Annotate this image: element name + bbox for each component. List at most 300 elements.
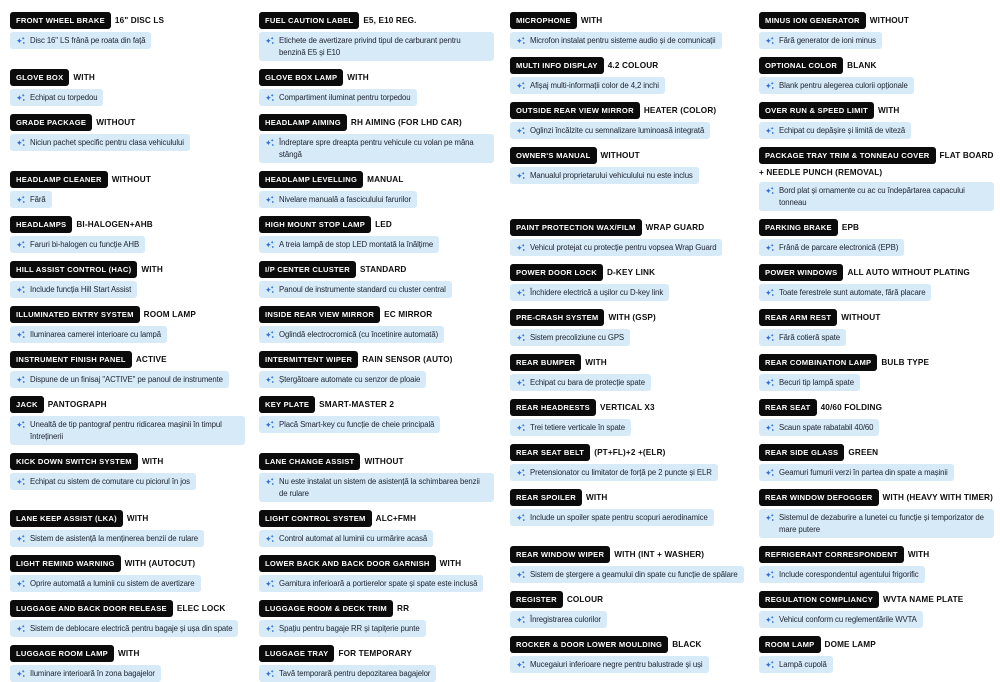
- feature-name-chip: GRADE PACKAGE: [10, 114, 92, 131]
- feature-description-text: Compartiment iluminat pentru torpedou: [279, 92, 411, 102]
- feature-description-text: Sistem de ștergere a geamului din spate cu funcție de spălare: [530, 569, 738, 579]
- feature-description-text: Afișaj multi-informații color de 4,2 inchi: [530, 80, 659, 90]
- feature-header: [10, 555, 245, 572]
- feature-description-text: Trei tetiere verticale în spate: [530, 422, 625, 432]
- feature-header: [10, 12, 245, 29]
- feature-item: [259, 306, 494, 343]
- feature-description-text: Becuri tip lampă spate: [779, 377, 854, 387]
- feature-description: [10, 371, 229, 388]
- feature-description: [10, 530, 204, 547]
- feature-value: BULB TYPE: [881, 358, 930, 367]
- feature-item: [510, 309, 745, 346]
- sparkles-icon: [516, 660, 526, 670]
- feature-header: [10, 453, 245, 470]
- feature-header: [510, 12, 745, 29]
- feature-value: WITH: [141, 265, 163, 274]
- feature-header: [510, 489, 745, 506]
- feature-item: [259, 171, 494, 208]
- feature-description-text: Ștergătoare automate cu senzor de ploaie: [279, 374, 421, 384]
- feature-value: ROOM LAMP: [143, 310, 196, 319]
- feature-description: [259, 134, 494, 163]
- feature-description-text: Etichete de avertizare privind tipul de carburant pentru benzină E5 și E10: [279, 35, 461, 57]
- feature-item: [10, 261, 245, 298]
- feature-value: BLACK: [672, 640, 702, 649]
- feature-item: [759, 546, 994, 583]
- feature-value: SMART-MASTER 2: [319, 400, 395, 409]
- feature-item: [759, 636, 994, 673]
- feature-description: [10, 575, 201, 592]
- feature-name-chip: LOWER BACK AND BACK DOOR GARNISH: [259, 555, 436, 572]
- feature-item: [759, 147, 994, 211]
- feature-name-chip: KEY PLATE: [259, 396, 315, 413]
- feature-item: [759, 399, 994, 436]
- feature-item: [259, 555, 494, 592]
- feature-header: [510, 219, 745, 236]
- feature-name-chip: REGULATION COMPLIANCY: [759, 591, 879, 608]
- feature-item: [10, 396, 245, 445]
- feature-item: [759, 354, 994, 391]
- sparkles-icon: [265, 579, 275, 589]
- feature-item: [510, 12, 745, 49]
- feature-description: [259, 281, 452, 298]
- feature-description: [759, 656, 833, 673]
- feature-description-text: Sistem precoliziune cu GPS: [530, 332, 625, 342]
- feature-value: E5, E10 REG.: [363, 16, 417, 25]
- feature-name-chip: KICK DOWN SWITCH SYSTEM: [10, 453, 138, 470]
- feature-description-text: Sistem de asistență la menținerea benzii de rulare: [30, 533, 198, 543]
- sparkles-icon: [265, 93, 275, 103]
- feature-item: [10, 114, 245, 151]
- feature-description: [510, 122, 710, 139]
- feature-name-chip: HEADLAMPS: [10, 216, 72, 233]
- feature-header: [759, 12, 994, 29]
- feature-name-chip: POWER WINDOWS: [759, 264, 843, 281]
- sparkles-icon: [16, 624, 26, 634]
- feature-name-chip: HIGH MOUNT STOP LAMP: [259, 216, 371, 233]
- feature-description-text: Spațiu pentru bagaje RR și tapițerie punte: [279, 623, 420, 633]
- feature-description: [259, 371, 426, 388]
- feature-description: [10, 326, 167, 343]
- sparkles-icon: [265, 534, 275, 544]
- sparkles-icon: [765, 660, 775, 670]
- feature-item: [259, 114, 494, 163]
- sparkles-icon: [516, 378, 526, 388]
- feature-value: WITH: [439, 559, 462, 568]
- feature-value: WITH (AUTOCUT): [124, 559, 196, 568]
- feature-item: [759, 102, 994, 139]
- feature-name-chip: FUEL CAUTION LABEL: [259, 12, 359, 29]
- feature-description: [759, 32, 882, 49]
- feature-name-chip: FRONT WHEEL BRAKE: [10, 12, 111, 29]
- feature-value: FOR TEMPORARY: [338, 649, 412, 658]
- feature-item: [10, 69, 245, 106]
- sparkles-icon: [265, 477, 275, 487]
- feature-value: ALC+FMH: [375, 514, 417, 523]
- feature-description: [259, 416, 440, 433]
- feature-item: [259, 69, 494, 106]
- feature-header: [759, 444, 994, 461]
- feature-name-chip: REAR WINDOW WIPER: [510, 546, 610, 563]
- feature-description: [759, 374, 860, 391]
- feature-value: WITHOUT: [111, 175, 151, 184]
- sparkles-icon: [265, 138, 275, 148]
- feature-description-text: Vehicul protejat cu protecție pentru vopsea Wrap Guard: [530, 242, 717, 252]
- feature-description-text: Sistem de deblocare electrică pentru bagaje și ușa din spate: [30, 623, 233, 633]
- feature-header: [259, 351, 494, 368]
- feature-item: [759, 591, 994, 628]
- sparkles-icon: [765, 126, 775, 136]
- sparkles-icon: [265, 240, 275, 250]
- feature-item: [259, 453, 494, 502]
- feature-value: ACTIVE: [135, 355, 167, 364]
- feature-description-text: Toate ferestrele sunt automate, fără placare: [779, 287, 926, 297]
- feature-header: [259, 396, 494, 413]
- sparkles-icon: [265, 195, 275, 205]
- sparkles-icon: [265, 624, 275, 634]
- feature-item: [510, 354, 745, 391]
- sparkles-icon: [16, 138, 26, 148]
- feature-name-chip: LUGGAGE TRAY: [259, 645, 334, 662]
- feature-name-chip: ROCKER & DOOR LOWER MOULDING: [510, 636, 668, 653]
- sparkles-icon: [265, 330, 275, 340]
- sparkles-icon: [765, 288, 775, 298]
- sparkles-icon: [16, 579, 26, 589]
- sparkles-icon: [16, 375, 26, 385]
- feature-description: [759, 509, 994, 538]
- feature-item: [759, 489, 994, 538]
- feature-header: [10, 645, 245, 662]
- feature-name-chip: REAR BUMPER: [510, 354, 581, 371]
- feature-value: EC MIRROR: [384, 310, 433, 319]
- feature-header: [10, 261, 245, 278]
- feature-value: WITH: [118, 649, 140, 658]
- feature-value: WRAP GUARD: [645, 223, 705, 232]
- feature-item: [510, 399, 745, 436]
- feature-description-text: Panoul de instrumente standard cu cluster central: [279, 284, 446, 294]
- feature-description: [10, 620, 238, 637]
- feature-description-text: Înregistrarea culorilor: [530, 614, 601, 624]
- sparkles-icon: [16, 240, 26, 250]
- feature-value: RR: [397, 604, 410, 613]
- feature-description: [759, 566, 925, 583]
- feature-description: [10, 236, 145, 253]
- feature-name-chip: REAR SIDE GLASS: [759, 444, 844, 461]
- feature-header: [10, 69, 245, 86]
- spec-grid-right: [510, 12, 994, 682]
- feature-description: [259, 236, 439, 253]
- feature-value: GREEN: [848, 448, 879, 457]
- feature-header: [10, 216, 245, 233]
- feature-value: WITHOUT: [364, 457, 404, 466]
- feature-item: [259, 510, 494, 547]
- sparkles-icon: [16, 330, 26, 340]
- feature-value: WITH: [126, 514, 149, 523]
- feature-description: [259, 620, 426, 637]
- sparkles-icon: [765, 36, 775, 46]
- feature-value: MANUAL: [367, 175, 404, 184]
- feature-header: [259, 171, 494, 188]
- feature-header: [510, 546, 745, 563]
- feature-header: [759, 57, 994, 74]
- feature-description-text: Oglinzi încălzite cu semnalizare luminoasă integrată: [530, 125, 705, 135]
- feature-item: [510, 591, 745, 628]
- feature-header: [510, 264, 745, 281]
- feature-item: [510, 636, 745, 673]
- feature-description: [510, 374, 651, 391]
- feature-item: [10, 216, 245, 253]
- sparkles-icon: [16, 195, 26, 205]
- feature-description: [10, 89, 103, 106]
- feature-description-text: Placă Smart-key cu funcție de cheie principală: [279, 419, 435, 429]
- feature-item: [259, 645, 494, 682]
- feature-description-text: Echipat cu torpedou: [30, 92, 98, 102]
- feature-description-text: Tavă temporară pentru depozitarea bagajelor: [279, 668, 431, 678]
- feature-item: [510, 264, 745, 301]
- feature-value: LED: [375, 220, 392, 229]
- feature-name-chip: REAR HEADRESTS: [510, 399, 596, 416]
- feature-description: [759, 284, 931, 301]
- feature-item: [759, 309, 994, 346]
- feature-value: BLANK: [847, 61, 877, 70]
- feature-name-chip: I/P CENTER CLUSTER: [259, 261, 356, 278]
- feature-value: WVTA NAME PLATE: [883, 595, 964, 604]
- spec-grid-left: [10, 12, 494, 682]
- feature-header: [759, 219, 994, 236]
- sparkles-icon: [765, 423, 775, 433]
- feature-description: [10, 191, 52, 208]
- feature-header: [510, 399, 745, 416]
- feature-description-text: Include corespondentul agentului frigorific: [779, 569, 919, 579]
- feature-name-chip: INSIDE REAR VIEW MIRROR: [259, 306, 380, 323]
- feature-item: [259, 261, 494, 298]
- feature-description-text: Nivelare manuală a fasciculului farurilor: [279, 194, 411, 204]
- feature-header: [759, 264, 994, 281]
- feature-description: [259, 575, 483, 592]
- feature-value: RAIN SENSOR (AUTO): [362, 355, 453, 364]
- sparkles-icon: [765, 243, 775, 253]
- feature-item: [259, 12, 494, 61]
- feature-description-text: Frână de parcare electronică (EPB): [779, 242, 899, 252]
- feature-header: [259, 12, 494, 29]
- feature-item: [510, 147, 745, 184]
- feature-item: [759, 264, 994, 301]
- feature-name-chip: LANE CHANGE ASSIST: [259, 453, 360, 470]
- feature-description-text: Iluminarea camerei interioare cu lampă: [30, 329, 161, 339]
- feature-description: [259, 530, 433, 547]
- feature-name-chip: OPTIONAL COLOR: [759, 57, 843, 74]
- feature-item: [759, 57, 994, 94]
- feature-description: [10, 665, 161, 682]
- feature-header: [259, 69, 494, 86]
- feature-description-text: Scaun spate rabatabil 40/60: [779, 422, 874, 432]
- feature-value: 16" DISC LS: [114, 16, 165, 25]
- feature-value: ELEC LOCK: [176, 604, 226, 613]
- feature-header: [759, 309, 994, 326]
- feature-description: [510, 509, 714, 526]
- feature-value: WITH: [907, 550, 930, 559]
- feature-description: [759, 329, 846, 346]
- sparkles-icon: [516, 615, 526, 625]
- feature-value: ALL AUTO WITHOUT PLATING: [847, 268, 970, 277]
- feature-item: [10, 645, 245, 682]
- feature-name-chip: LUGGAGE ROOM & DECK TRIM: [259, 600, 393, 617]
- feature-description: [510, 419, 631, 436]
- sparkles-icon: [516, 126, 526, 136]
- feature-description-text: Dispune de un finisaj "ACTIVE" pe panoul de instrumente: [30, 374, 223, 384]
- sparkles-icon: [516, 333, 526, 343]
- feature-name-chip: GLOVE BOX: [10, 69, 69, 86]
- feature-header: [759, 546, 994, 563]
- sparkles-icon: [765, 513, 775, 523]
- feature-name-chip: LUGGAGE AND BACK DOOR RELEASE: [10, 600, 173, 617]
- feature-description-text: Oglindă electrocromică (cu încetinire automată): [279, 329, 439, 339]
- feature-name-chip: INSTRUMENT FINISH PANEL: [10, 351, 132, 368]
- feature-description: [510, 656, 709, 673]
- feature-description-text: Microfon instalat pentru sisteme audio și de comunicații: [530, 35, 716, 45]
- feature-value: WITH: [580, 16, 603, 25]
- feature-value: VERTICAL X3: [599, 403, 655, 412]
- feature-header: [510, 147, 745, 164]
- feature-header: [759, 147, 994, 179]
- feature-header: [259, 114, 494, 131]
- feature-header: [259, 453, 494, 470]
- feature-item: [10, 453, 245, 490]
- feature-description: [759, 122, 911, 139]
- sparkles-icon: [265, 36, 275, 46]
- feature-description: [759, 611, 923, 628]
- feature-value: WITH (INT + WASHER): [614, 550, 705, 559]
- sparkles-icon: [765, 468, 775, 478]
- feature-header: [10, 510, 245, 527]
- feature-item: [510, 57, 745, 94]
- feature-value: RH AIMING (FOR LHD CAR): [350, 118, 462, 127]
- feature-header: [259, 645, 494, 662]
- sparkles-icon: [765, 570, 775, 580]
- feature-description-text: Echipat cu bara de protecție spate: [530, 377, 645, 387]
- feature-value: D-KEY LINK: [606, 268, 656, 277]
- feature-description-text: Disc 16" LS frână pe roata din față: [30, 35, 146, 45]
- feature-description-text: Închidere electrică a ușilor cu D-key link: [530, 287, 664, 297]
- feature-header: [510, 591, 745, 608]
- feature-header: [759, 102, 994, 119]
- feature-name-chip: MULTI INFO DISPLAY: [510, 57, 604, 74]
- feature-name-chip: PRE-CRASH SYSTEM: [510, 309, 604, 326]
- feature-description: [510, 32, 722, 49]
- feature-header: [10, 306, 245, 323]
- feature-description: [759, 182, 994, 211]
- feature-header: [259, 555, 494, 572]
- sparkles-icon: [765, 378, 775, 388]
- feature-header: [10, 114, 245, 131]
- feature-value: WITHOUT: [869, 16, 910, 25]
- feature-description: [510, 284, 669, 301]
- sparkles-icon: [765, 186, 775, 196]
- sparkles-icon: [16, 93, 26, 103]
- feature-description: [259, 191, 417, 208]
- feature-value: DOME LAMP: [824, 640, 876, 649]
- feature-header: [759, 354, 994, 371]
- feature-value: COLOUR: [566, 595, 604, 604]
- feature-value: PANTOGRAPH: [47, 400, 107, 409]
- feature-header: [759, 489, 994, 506]
- feature-description-text: Pretensionator cu limitator de forță pe 2 puncte și ELR: [530, 467, 712, 477]
- feature-description: [259, 665, 436, 682]
- feature-name-chip: OUTSIDE REAR VIEW MIRROR: [510, 102, 640, 119]
- feature-value: BI-HALOGEN+AHB: [76, 220, 153, 229]
- feature-description: [259, 89, 417, 106]
- feature-description: [759, 419, 879, 436]
- feature-description: [510, 566, 744, 583]
- feature-description-text: Unealtă de tip pantograf pentru ridicarea mașinii în timpul întreținerii: [30, 419, 222, 441]
- feature-header: [259, 216, 494, 233]
- feature-item: [759, 219, 994, 256]
- feature-header: [259, 261, 494, 278]
- feature-value: WITH (HEAVY WITH TIMER): [882, 493, 993, 502]
- sparkles-icon: [516, 513, 526, 523]
- feature-item: [10, 555, 245, 592]
- sparkles-icon: [516, 570, 526, 580]
- feature-description-text: Fără generator de ioni minus: [779, 35, 876, 45]
- feature-name-chip: HEADLAMP LEVELLING: [259, 171, 363, 188]
- feature-item: [259, 396, 494, 433]
- feature-name-chip: LANE KEEP ASSIST (LKA): [10, 510, 123, 527]
- sparkles-icon: [516, 423, 526, 433]
- feature-value: WITHOUT: [841, 313, 881, 322]
- sparkles-icon: [516, 171, 526, 181]
- feature-header: [259, 600, 494, 617]
- feature-description: [759, 77, 914, 94]
- feature-description: [259, 473, 494, 502]
- sparkles-icon: [16, 477, 26, 487]
- feature-item: [759, 12, 994, 49]
- feature-value: WITH: [347, 73, 369, 82]
- feature-name-chip: OWNER'S MANUAL: [510, 147, 597, 164]
- feature-description: [510, 611, 607, 628]
- feature-description-text: Faruri bi-halogen cu funcție AHB: [30, 239, 140, 249]
- feature-name-chip: REAR SEAT: [759, 399, 817, 416]
- feature-description: [510, 167, 699, 184]
- feature-name-chip: INTERMITTENT WIPER: [259, 351, 358, 368]
- feature-description-text: Manualul proprietarului vehiculului nu este inclus: [530, 170, 693, 180]
- sparkles-icon: [16, 420, 26, 430]
- feature-description-text: Fără cotieră spate: [779, 332, 841, 342]
- feature-description: [10, 473, 196, 490]
- feature-value: FLAT BOARD + NEEDLE PUNCH (REMOVAL): [759, 151, 994, 177]
- feature-value: WITH: [585, 358, 607, 367]
- feature-value: WITH (GSP): [608, 313, 656, 322]
- feature-header: [259, 510, 494, 527]
- feature-value: HEATER (COLOR): [643, 106, 717, 115]
- feature-value: WITHOUT: [600, 151, 640, 160]
- feature-description: [10, 416, 245, 445]
- feature-value: 4.2 COLOUR: [607, 61, 659, 70]
- feature-item: [259, 216, 494, 253]
- feature-description-text: Echipat cu depășire și limită de viteză: [779, 125, 906, 135]
- feature-item: [10, 351, 245, 388]
- feature-description-text: Geamuri fumurii verzi în partea din spate a mașinii: [779, 467, 948, 477]
- feature-item: [510, 546, 745, 583]
- feature-header: [510, 354, 745, 371]
- feature-item: [10, 306, 245, 343]
- feature-description-text: A treia lampă de stop LED montată la înălțime: [279, 239, 434, 249]
- feature-description: [10, 281, 137, 298]
- feature-description: [259, 32, 494, 61]
- feature-name-chip: GLOVE BOX LAMP: [259, 69, 343, 86]
- feature-description-text: Blank pentru alegerea culorii opționale: [779, 80, 908, 90]
- feature-description-text: Iluminare interioară în zona bagajelor: [30, 668, 155, 678]
- feature-header: [10, 351, 245, 368]
- feature-description-text: Fără: [30, 194, 46, 204]
